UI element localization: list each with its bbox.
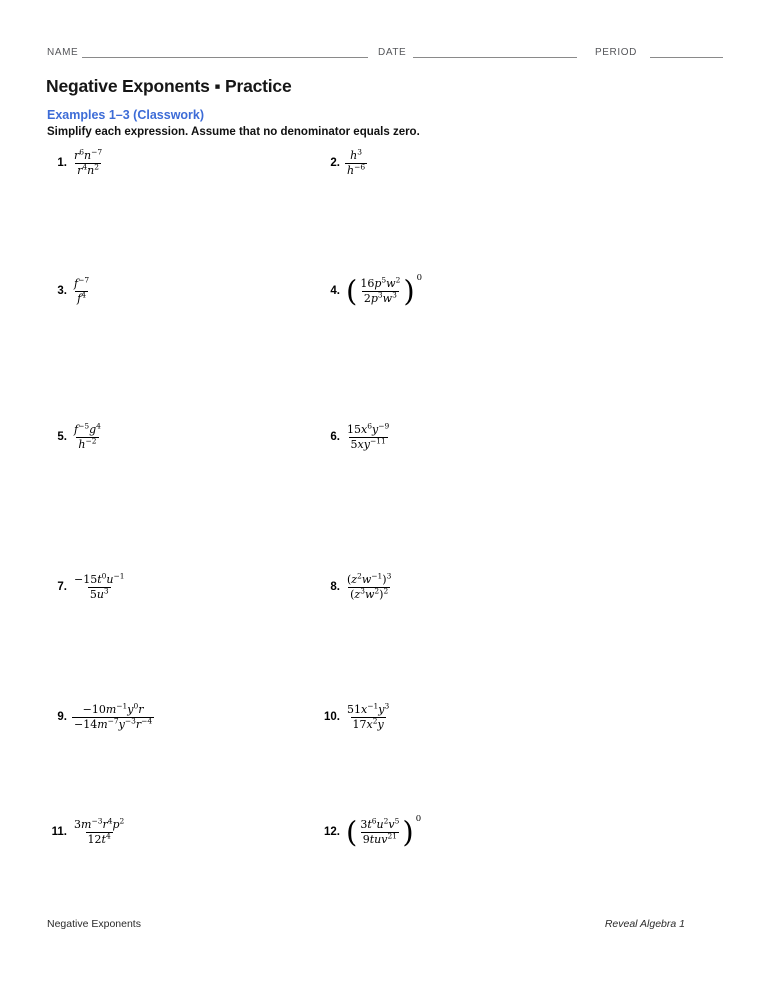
fraction	[345, 573, 393, 602]
problem-2	[320, 148, 367, 178]
fraction-numerator: $-15t^0u^{-1}$	[74, 571, 125, 586]
problem-9-expression	[72, 703, 154, 732]
footer-book-name: Reveal Algebra 1	[604, 918, 685, 930]
problem-7-number: 7.	[57, 581, 67, 593]
fraction-denominator: $h^{-2}$	[78, 435, 97, 451]
problem-5-expression	[72, 423, 103, 452]
footer-worksheet-name: Negative Exponents	[47, 918, 141, 930]
fraction-numerator: $f^{-5}g^4$	[74, 421, 101, 436]
problem-11	[47, 817, 126, 847]
problem-4	[320, 273, 423, 308]
fraction	[345, 149, 367, 178]
problem-8-number: 8.	[330, 581, 340, 593]
problem-5	[47, 422, 103, 452]
problem-9	[47, 702, 154, 732]
problem-4-expression: ( $\frac{16p^5w^2}{2p^3w^3}$ ) 0	[346, 273, 423, 308]
fraction-numerator: $f^{-7}$	[74, 275, 90, 290]
fraction	[345, 703, 391, 732]
fraction	[345, 423, 391, 452]
problem-8	[320, 572, 393, 602]
fraction-denominator: $5u^3$	[89, 585, 109, 601]
problem-9-number: 9.	[57, 711, 67, 723]
problem-12-expression: ( $\frac{3t^6u^2v^5}{9tuv^{21}}$ ) 0	[346, 814, 422, 849]
problem-3-expression	[72, 277, 91, 306]
problem-10-expression	[345, 703, 391, 732]
fraction-numerator: $16p^5w^2$	[360, 275, 401, 290]
problem-11-number: 11.	[51, 826, 67, 838]
fraction	[72, 703, 154, 732]
problem-7-expression	[72, 573, 127, 602]
problem-1-expression	[72, 149, 104, 178]
problem-3-number: 3.	[57, 285, 67, 297]
page-title: Negative Exponents ▪ Practice	[46, 76, 292, 96]
fraction	[358, 818, 401, 847]
problem-1	[47, 148, 104, 178]
fraction	[72, 573, 127, 602]
fraction	[72, 818, 126, 847]
problem-10	[320, 702, 391, 732]
fraction-denominator: $17x^2y$	[352, 715, 384, 731]
fraction-numerator: $15x^6y^{-9}$	[347, 421, 390, 436]
date-label: DATE	[378, 47, 407, 58]
problem-6-number: 6.	[330, 431, 340, 443]
date-blank-line	[413, 57, 577, 58]
period-label: PERIOD	[595, 47, 637, 58]
problem-11-expression	[72, 818, 126, 847]
fraction	[358, 277, 402, 306]
problem-8-expression	[345, 573, 393, 602]
fraction	[72, 149, 104, 178]
problem-1-number: 1.	[57, 157, 67, 169]
problem-7	[47, 572, 127, 602]
fraction-denominator: $-14m^{-7}y^{-3}r^{-4}$	[74, 715, 153, 731]
fraction-denominator: $h^{-6}$	[347, 161, 366, 177]
problem-2-number: 2.	[330, 157, 340, 169]
problem-5-number: 5.	[57, 431, 67, 443]
name-label: NAME	[47, 47, 79, 58]
fraction	[72, 423, 103, 452]
fraction-denominator: $5xy^{-11}$	[350, 435, 386, 451]
problem-6	[320, 422, 391, 452]
fraction-denominator: $(z^3w^2)^2$	[350, 585, 389, 601]
fraction-denominator: $f^4$	[77, 289, 86, 305]
fraction-numerator: $r^6n^{-7}$	[74, 147, 103, 162]
instructions-text: Simplify each expression. Assume that no denominator equals zero.	[47, 126, 420, 138]
period-blank-line	[650, 57, 723, 58]
outer-exponent: 0	[416, 273, 423, 283]
name-blank-line	[82, 57, 368, 58]
fraction-numerator: $h^3$	[350, 147, 362, 162]
fraction-numerator: $3t^6u^2v^5$	[360, 816, 400, 831]
fraction-numerator: $-10m^{-1}y^0r$	[82, 701, 144, 716]
fraction-denominator: $r^4n^2$	[77, 161, 100, 177]
problem-3	[47, 276, 91, 306]
outer-exponent: 0	[415, 814, 422, 824]
section-heading: Examples 1–3 (Classwork)	[47, 108, 205, 122]
fraction	[72, 277, 91, 306]
problem-6-expression	[345, 423, 391, 452]
problem-10-number: 10.	[324, 711, 340, 723]
fraction-denominator: 9tuv$^{21}$	[362, 830, 397, 846]
fraction-numerator: $51x^{-1}y^3$	[347, 701, 390, 716]
fraction-numerator: $(z^2w^{-1})^3$	[347, 571, 392, 586]
problem-4-number: 4.	[330, 285, 340, 297]
problem-12-number: 12.	[324, 826, 340, 838]
problem-12	[320, 814, 422, 849]
fraction-numerator: $3m^{-3}r^4p^2$	[74, 816, 125, 831]
fraction-denominator: $12t^4$	[87, 830, 111, 846]
problem-2-expression	[345, 149, 367, 178]
fraction-denominator: $2p^3w^3$	[363, 289, 397, 305]
